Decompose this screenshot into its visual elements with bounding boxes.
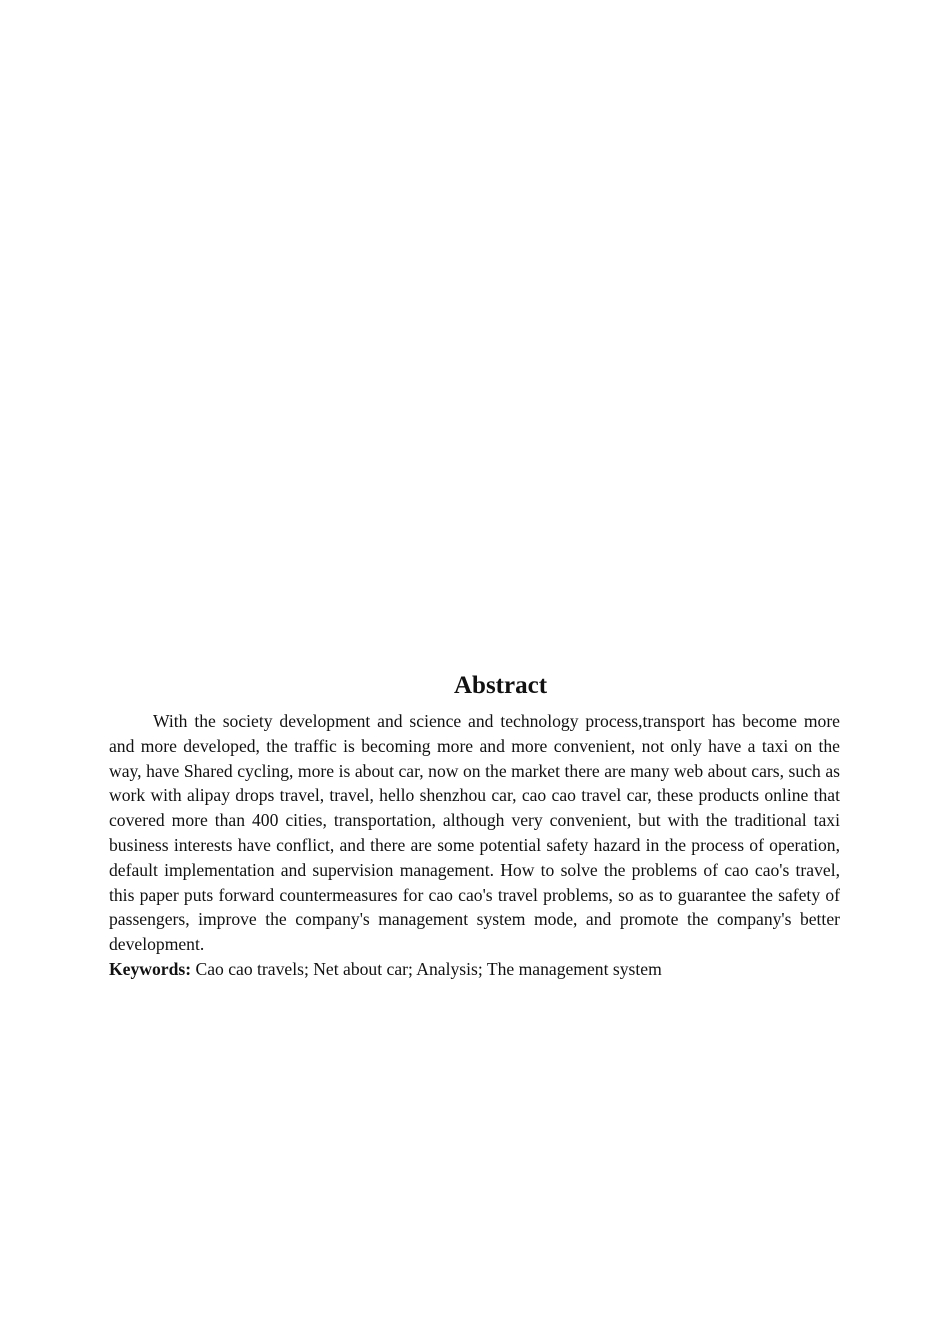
keywords-label: Keywords: xyxy=(109,958,192,979)
abstract-section xyxy=(109,670,840,982)
abstract-title: Abstract xyxy=(453,672,548,699)
keywords-line xyxy=(109,957,840,982)
keywords-text: Cao cao travels; Net about car; Analysis; The management system xyxy=(191,958,662,979)
abstract-body: With the society development and science and technology process,transport has become more and more developed, the traffic is becoming more and more convenient, not only have a taxi on the way, have Shared cycling, more is about car, now on the market there are many web about cars, such as work with alipay drops travel, travel, hello shenzhou car, cao cao travel car, these products online that covered more than 400 cities, transportation, although very convenient, but with the traditional taxi business interests have conflict, and there are some potential safety hazard in the process of operation, default implementation and supervision management. How to solve the problems of cao cao's travel, this paper puts forward countermeasures for cao cao's travel problems, so as to guarantee the safety of passengers, improve the company's management system mode, and promote the company's better development. xyxy=(109,711,840,955)
